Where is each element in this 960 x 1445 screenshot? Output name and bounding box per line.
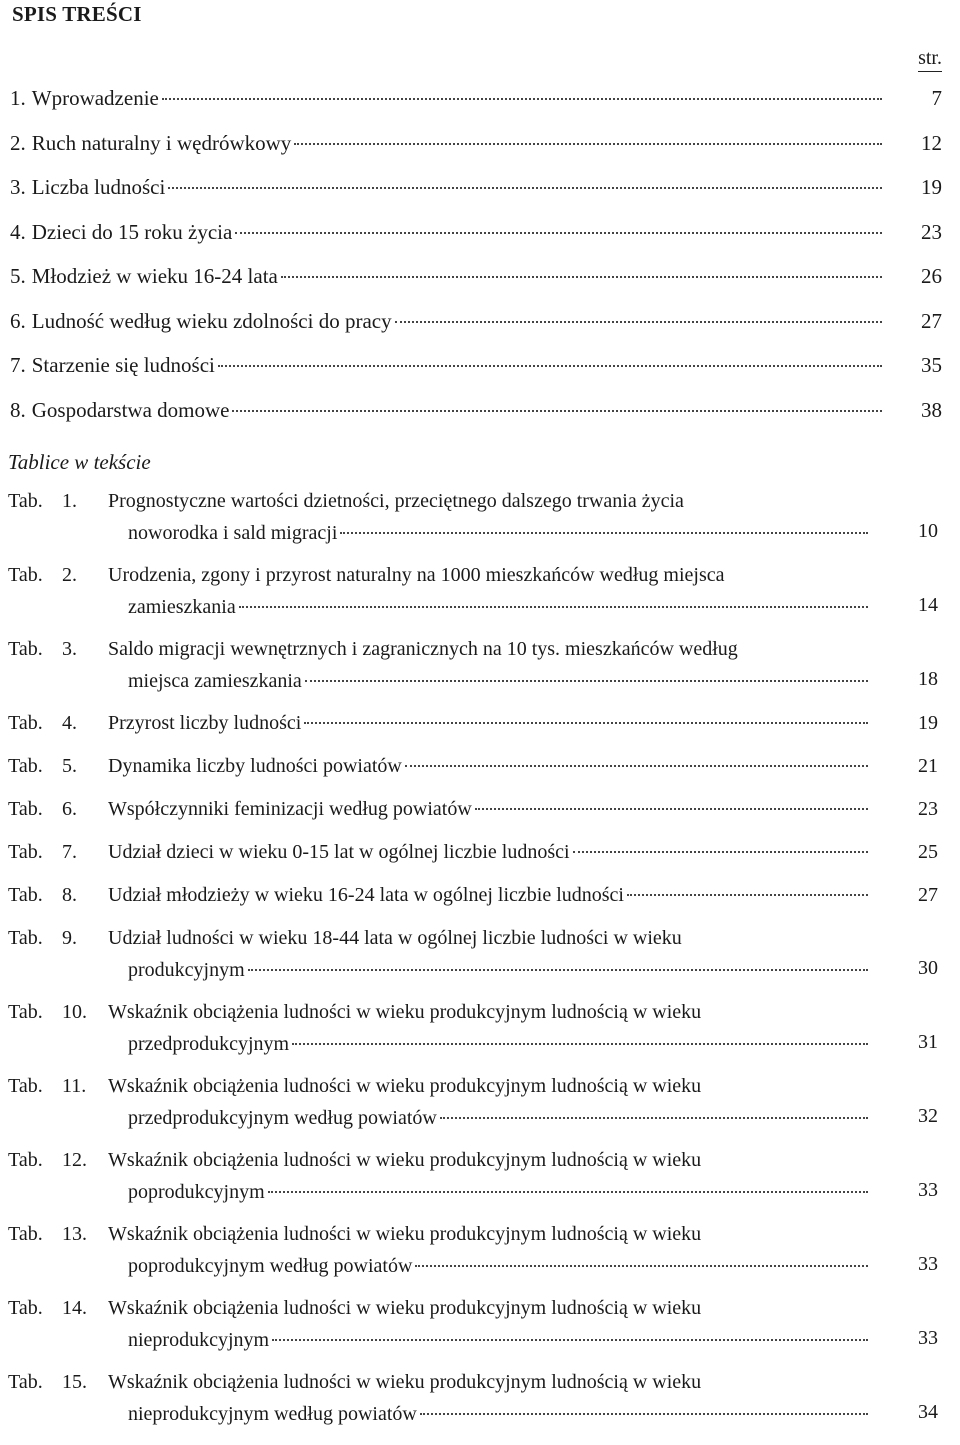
table-entry[interactable] (8, 798, 942, 841)
table-title: Udział dzieci w wieku 0-15 lat w ogólnej liczbie ludności (108, 841, 570, 863)
table-entry[interactable] (8, 638, 942, 712)
dot-leader (305, 680, 868, 682)
table-number: 1. (62, 490, 77, 512)
table-page-number: 19 (918, 712, 938, 734)
chapter-title: Liczba ludności (31, 175, 166, 199)
chapter-page-number: 12 (921, 130, 942, 155)
table-title-cont (128, 670, 868, 693)
table-label: Tab. (8, 1001, 43, 1023)
table-label: Tab. (8, 798, 43, 820)
chapter-page-number: 26 (921, 264, 942, 288)
table-page-number: 34 (918, 1401, 938, 1423)
dot-leader (573, 851, 868, 853)
dot-leader (281, 276, 882, 278)
table-page-number: 27 (918, 884, 938, 906)
table-title: Udział młodzieży w wieku 16-24 lata w ogólnej liczbie ludności (108, 884, 624, 906)
chapter-page-number: 35 (921, 353, 942, 377)
table-title: Dynamika liczby ludności powiatów (108, 755, 402, 777)
table-title-line2: zamieszkania (128, 596, 236, 618)
dot-leader (340, 532, 868, 534)
table-title-line2: nieprodukcyjnym (128, 1329, 270, 1351)
table-list (8, 490, 942, 1445)
chapter-page-number: 38 (921, 397, 942, 422)
table-title-line2: noworodka i sald migracji (128, 522, 338, 544)
table-page-number: 21 (918, 755, 938, 777)
table-title-cont (128, 596, 868, 619)
table-title-line2: poprodukcyjnym według powiatów (128, 1255, 413, 1277)
dot-leader (405, 765, 868, 767)
dot-leader (294, 143, 882, 145)
table-title-cont (128, 1181, 868, 1204)
chapter-entry[interactable] (10, 353, 942, 398)
table-page-number: 31 (918, 1031, 938, 1053)
table-title-line2: nieprodukcyjnym według powiatów (128, 1403, 417, 1425)
table-title-line2: produkcyjnym (128, 959, 245, 981)
table-page-number: 25 (918, 841, 938, 863)
chapter-title: Gospodarstwa domowe (31, 397, 230, 422)
table-title-row (108, 884, 868, 907)
table-label: Tab. (8, 755, 43, 777)
chapter-title: Wprowadzenie (31, 86, 159, 110)
tables-heading: Tablice w tekście (8, 450, 151, 474)
table-number: 9. (62, 927, 77, 949)
chapter-text (10, 86, 882, 111)
chapter-text (10, 398, 882, 423)
table-page-number: 32 (918, 1105, 938, 1127)
chapter-number: 3. (10, 175, 26, 199)
table-label: Tab. (8, 884, 43, 906)
table-entry[interactable] (8, 1297, 942, 1371)
table-title: Współczynniki feminizacji według powiatów (108, 798, 472, 820)
chapter-text (10, 264, 882, 289)
table-title-line1: Urodzenia, zgony i przyrost naturalny na 1000 mieszkańców według miejsca (108, 564, 725, 586)
chapter-number: 8. (10, 397, 26, 422)
table-title-cont (128, 959, 868, 982)
table-title-line2: przedprodukcyjnym (128, 1033, 290, 1055)
table-title-line1: Wskaźnik obciążenia ludności w wieku produkcyjnym ludnością w wieku (108, 1001, 702, 1023)
table-page-number: 33 (918, 1179, 938, 1201)
table-title-line1: Wskaźnik obciążenia ludności w wieku produkcyjnym ludnością w wieku (108, 1297, 702, 1319)
chapter-entry[interactable] (10, 309, 942, 354)
chapter-page-number: 19 (921, 175, 942, 199)
chapter-text (10, 309, 882, 334)
table-page-number: 30 (918, 957, 938, 979)
chapter-title: Ruch naturalny i wędrówkowy (31, 130, 292, 155)
chapter-text (10, 353, 882, 378)
table-entry[interactable] (8, 1223, 942, 1297)
chapter-page-number: 23 (921, 219, 942, 244)
dot-leader (475, 808, 868, 810)
table-number: 8. (62, 884, 77, 906)
table-entry[interactable] (8, 712, 942, 755)
table-entry[interactable] (8, 564, 942, 638)
table-title-line1: Wskaźnik obciążenia ludności w wieku produkcyjnym ludnością w wieku (108, 1149, 702, 1171)
chapter-entry[interactable] (10, 220, 942, 265)
chapter-entry[interactable] (10, 175, 942, 220)
chapter-title: Ludność według wieku zdolności do pracy (31, 308, 392, 333)
chapter-entry[interactable] (10, 264, 942, 309)
table-label: Tab. (8, 638, 43, 660)
chapter-entry[interactable] (10, 398, 942, 443)
dot-leader (168, 187, 882, 189)
table-number: 6. (62, 798, 77, 820)
table-entry[interactable] (8, 1149, 942, 1223)
table-title-row (108, 712, 868, 735)
table-title-line1: Wskaźnik obciążenia ludności w wieku produkcyjnym ludnością w wieku (108, 1223, 702, 1245)
chapter-text (10, 131, 882, 156)
table-title-cont (128, 1107, 868, 1130)
table-entry[interactable] (8, 1001, 942, 1075)
table-entry[interactable] (8, 1075, 942, 1149)
dot-leader (248, 969, 868, 971)
dot-leader (162, 98, 882, 100)
chapter-page-number: 7 (931, 86, 942, 110)
chapter-number: 1. (10, 86, 26, 110)
table-number: 7. (62, 841, 77, 863)
table-title-cont (128, 1403, 868, 1426)
table-title-row (108, 841, 868, 864)
table-page-number: 18 (918, 668, 938, 690)
table-title: Przyrost liczby ludności (108, 712, 302, 734)
page-title: SPIS TREŚCI (12, 2, 142, 26)
table-entry[interactable] (8, 490, 942, 564)
table-number: 2. (62, 564, 77, 586)
table-label: Tab. (8, 1149, 43, 1171)
table-number: 14. (62, 1297, 87, 1319)
dot-leader (239, 606, 868, 608)
table-title-line1: Wskaźnik obciążenia ludności w wieku produkcyjnym ludnością w wieku (108, 1075, 702, 1097)
table-title-line1: Saldo migracji wewnętrznych i zagranicznych na 10 tys. mieszkańców według (108, 638, 738, 660)
table-label: Tab. (8, 490, 43, 512)
chapter-text (10, 220, 882, 245)
table-label: Tab. (8, 1223, 43, 1245)
table-label: Tab. (8, 712, 43, 734)
dot-leader (395, 321, 882, 323)
table-title-line2: miejsca zamieszkania (128, 670, 302, 692)
table-label: Tab. (8, 841, 43, 863)
dot-leader (268, 1191, 868, 1193)
table-label: Tab. (8, 927, 43, 949)
table-page-number: 33 (918, 1253, 938, 1275)
table-title-line1: Prognostyczne wartości dzietności, przeciętnego dalszego trwania życia (108, 490, 684, 512)
table-page-number: 10 (918, 520, 938, 542)
table-entry[interactable] (8, 927, 942, 1001)
chapter-number: 7. (10, 353, 26, 377)
chapter-number: 2. (10, 130, 26, 155)
table-number: 12. (62, 1149, 87, 1171)
table-title-cont (128, 1255, 868, 1278)
table-label: Tab. (8, 1075, 43, 1097)
dot-leader (304, 722, 868, 724)
table-number: 11. (62, 1075, 87, 1097)
table-number: 3. (62, 638, 77, 660)
chapter-entry[interactable] (10, 131, 942, 176)
table-number: 13. (62, 1223, 87, 1245)
table-entry[interactable] (8, 884, 942, 927)
table-title-cont (128, 1329, 868, 1352)
chapter-entry[interactable] (10, 86, 942, 131)
table-title-line2: poprodukcyjnym (128, 1181, 265, 1203)
table-title-line2: przedprodukcyjnym według powiatów (128, 1107, 437, 1129)
table-number: 10. (62, 1001, 87, 1023)
table-label: Tab. (8, 1371, 43, 1393)
table-label: Tab. (8, 564, 43, 586)
table-title-cont (128, 1033, 868, 1056)
dot-leader (232, 410, 882, 412)
table-number: 4. (62, 712, 77, 734)
dot-leader (627, 894, 868, 896)
chapter-page-number: 27 (921, 308, 942, 333)
dot-leader (218, 365, 882, 367)
chapter-number: 5. (10, 264, 26, 288)
table-page-number: 23 (918, 798, 938, 820)
table-entry[interactable] (8, 841, 942, 884)
table-page-number: 33 (918, 1327, 938, 1349)
table-title-line1: Udział ludności w wieku 18-44 lata w ogólnej liczbie ludności w wieku (108, 927, 682, 949)
table-label: Tab. (8, 1297, 43, 1319)
chapter-number: 4. (10, 219, 26, 244)
dot-leader (292, 1043, 868, 1045)
page-column-label: str. (918, 47, 942, 72)
table-title-row (108, 798, 868, 821)
chapter-title: Młodzież w wieku 16-24 lata (31, 264, 278, 288)
table-title-row (108, 755, 868, 778)
chapter-number: 6. (10, 308, 26, 333)
table-page-number: 14 (918, 594, 938, 616)
dot-leader (272, 1339, 868, 1341)
dot-leader (235, 232, 882, 234)
dot-leader (415, 1265, 868, 1267)
chapter-title: Dzieci do 15 roku życia (31, 219, 233, 244)
table-entry[interactable] (8, 755, 942, 798)
dot-leader (420, 1413, 868, 1415)
table-number: 15. (62, 1371, 87, 1393)
chapter-list (10, 86, 942, 442)
chapter-title: Starzenie się ludności (31, 353, 215, 377)
chapter-text (10, 175, 882, 200)
table-title-cont (128, 522, 868, 545)
table-title-line1: Wskaźnik obciążenia ludności w wieku produkcyjnym ludnością w wieku (108, 1371, 702, 1393)
table-number: 5. (62, 755, 77, 777)
dot-leader (440, 1117, 868, 1119)
